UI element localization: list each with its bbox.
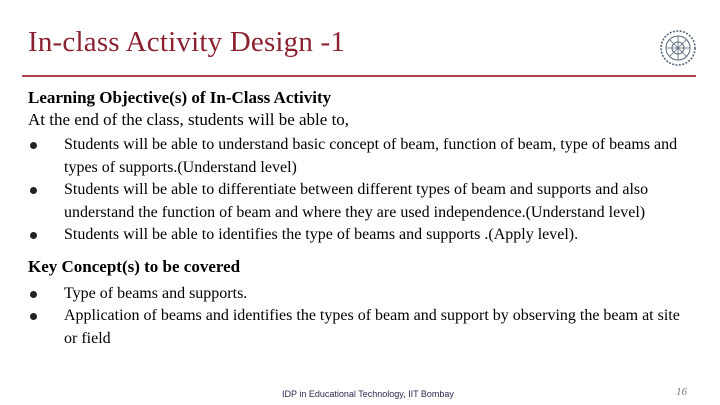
learning-objectives-list xyxy=(28,134,696,247)
list-item-text: Type of beams and supports. xyxy=(64,284,248,302)
list-item-text: Application of beams and identifies the types of beam and support by observing the beam at site or field xyxy=(64,307,680,347)
page-number: 16 xyxy=(676,386,687,398)
bullet-icon xyxy=(30,232,37,239)
list-item-text: Students will be able to identifies the type of beams and supports .(Apply level). xyxy=(64,226,579,243)
list-item xyxy=(28,283,696,306)
list-item xyxy=(28,179,696,224)
key-concepts-heading: Key Concept(s) to be covered xyxy=(28,256,241,276)
bullet-icon xyxy=(30,187,37,194)
slide-body xyxy=(28,87,696,350)
iit-bombay-logo-icon xyxy=(656,28,700,68)
bullet-icon xyxy=(30,142,37,149)
list-item-text: Students will be able to differentiate between different types of beam and supports and also understand the function of beam and where they are used independence.(Understand level) xyxy=(64,181,649,221)
title-divider xyxy=(22,75,696,77)
slide-title: In-class Activity Design -1 xyxy=(28,26,346,58)
bullet-icon xyxy=(30,291,37,298)
learning-objectives-intro: At the end of the class, students will be able to, xyxy=(28,110,350,129)
key-concepts-list xyxy=(28,283,696,351)
slide-footer: IDP in Educational Technology, IIT Bombay xyxy=(282,389,454,399)
list-item xyxy=(28,224,696,247)
bullet-icon xyxy=(30,313,37,320)
learning-objectives-heading: Learning Objective(s) of In-Class Activity xyxy=(28,88,332,107)
list-item xyxy=(28,305,696,350)
list-item xyxy=(28,134,696,179)
list-item-text: Students will be able to understand basic concept of beam, function of beam, type of beams and types of supports.(Understand level) xyxy=(64,136,678,176)
